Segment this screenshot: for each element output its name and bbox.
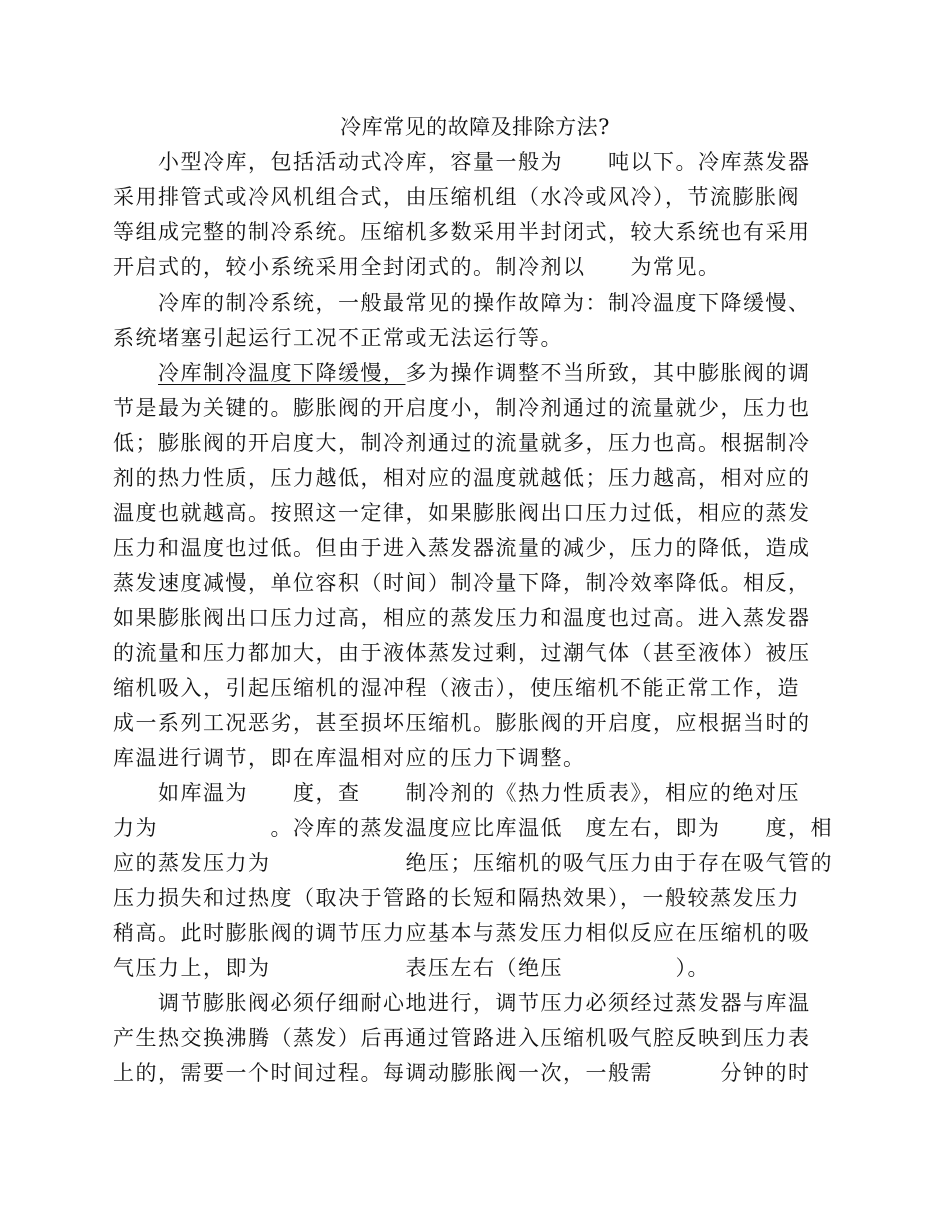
paragraph-line: 缩机吸入，引起压缩机的湿冲程（液击），使压缩机不能正常工作，造 xyxy=(113,676,800,700)
paragraph-line: 冷库的制冷系统，一般最常见的操作故障为：制冷温度下降缓慢、 xyxy=(158,291,811,315)
paragraph-line: 蒸发速度减慢，单位容积（时间）制冷量下降，制冷效率降低。相反， xyxy=(113,571,811,595)
document-title: 冷库常见的故障及排除方法? xyxy=(340,115,610,139)
paragraph-line: 上的，需要一个时间过程。每调动膨胀阀一次，一般需 分钟的时 xyxy=(113,1061,811,1085)
paragraph-line: 剂的热力性质，压力越低，相对应的温度就越低；压力越高，相对应的 xyxy=(113,466,811,490)
paragraph-line: 系统堵塞引起运行工况不正常或无法运行等。 xyxy=(113,326,563,350)
paragraph-line: 采用排管式或冷风机组合式，由压缩机组（水冷或风冷），节流膨胀阀 xyxy=(113,185,800,209)
paragraph-line: 稍高。此时膨胀阀的调节压力应基本与蒸发压力相似反应在压缩机的吸 xyxy=(113,921,811,945)
paragraph-line xyxy=(158,358,811,388)
paragraph-line: 调节膨胀阀必须仔细耐心地进行，调节压力必须经过蒸发器与库温 xyxy=(158,991,811,1015)
paragraph-line: 节是最为关键的。膨胀阀的开启度小，制冷剂通过的流量就少，压力也 xyxy=(113,396,811,420)
paragraph-line: 小型冷库，包括活动式冷库，容量一般为 吨以下。冷库蒸发器 xyxy=(158,150,811,174)
paragraph-line: 产生热交换沸腾（蒸发）后再通过管路进入压缩机吸气腔反映到压力表 xyxy=(113,1026,811,1050)
paragraph-line: 库温进行调节，即在库温相对应的压力下调整。 xyxy=(113,746,586,770)
paragraph-line: 力为 。冷库的蒸发温度应比库温低 度左右，即为 度，相 xyxy=(113,816,833,840)
paragraph-line: 气压力上，即为 表压左右（绝压 ）。 xyxy=(113,956,710,980)
paragraph-line: 如果膨胀阀出口压力过高，相应的蒸发压力和温度也过高。进入蒸发器 xyxy=(113,606,811,630)
paragraph-line: 温度也就越高。按照这一定律，如果膨胀阀出口压力过低，相应的蒸发 xyxy=(113,501,811,525)
paragraph-line: 等组成完整的制冷系统。压缩机多数采用半封闭式，较大系统也有采用 xyxy=(113,220,811,244)
paragraph-line: 成一系列工况恶劣，甚至损坏压缩机。膨胀阀的开启度，应根据当时的 xyxy=(113,711,811,735)
paragraph-line: 开启式的，较小系统采用全封闭式的。制冷剂以 为常见。 xyxy=(113,255,721,279)
paragraph-line: 应的蒸发压力为 绝压；压缩机的吸气压力由于存在吸气管的 xyxy=(113,851,833,875)
paragraph-text: 多为操作调整不当所致，其中膨胀阀的调 xyxy=(405,361,811,385)
paragraph-line: 如库温为 度，查 制冷剂的《热力性质表》，相应的绝对压 xyxy=(158,781,800,805)
paragraph-line: 低；膨胀阀的开启度大，制冷剂通过的流量就多，压力也高。根据制冷 xyxy=(113,431,811,455)
underlined-heading: 冷库制冷温度下降缓慢， xyxy=(158,361,406,385)
paragraph-line: 的流量和压力都加大，由于液体蒸发过剩，过潮气体（甚至液体）被压 xyxy=(113,641,811,665)
paragraph-line: 压力和温度也过低。但由于进入蒸发器流量的减少，压力的降低，造成 xyxy=(113,536,811,560)
paragraph-line: 压力损失和过热度（取决于管路的长短和隔热效果），一般较蒸发压力 xyxy=(113,886,800,910)
